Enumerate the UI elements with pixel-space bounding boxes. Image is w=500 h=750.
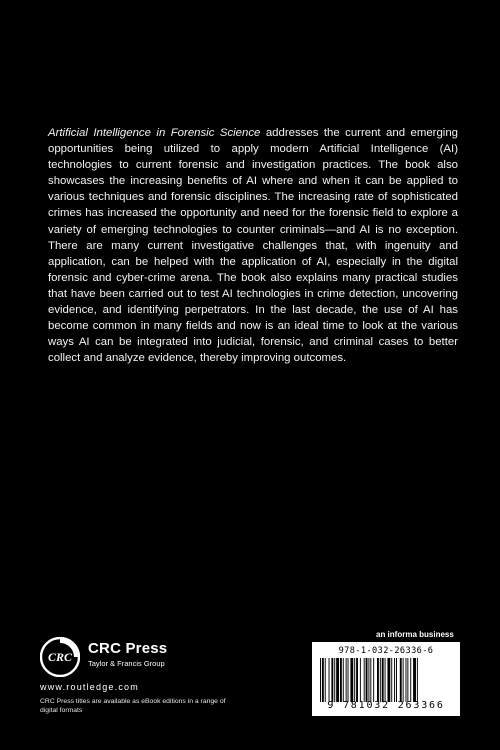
blurb-body: addresses the current and emerging opportunities being utilized to apply modern Artificial Intelligence (AI) technologies to current forensic and investigation practices. The book also showcases the increasing benefits of AI where and when it can be applied to various techniques and forensic disciplines. The increasing rate of sophisticated crimes has increased the opportunity and need for the forensic field to explore a variety of emerging technologies to counter criminals—and AI is no exception. There are many current investigative challenges that, with ingenuity and application, can be helped with the application of AI, especially in the digital forensic and cyber-crime arena. The book also explains many practical studies that have been carried out to test AI technologies in crime detection, uncovering evidence, and identifying perpetrators. In the last decade, the use of AI has become common in many fields and now is an ideal time to look at the various ways AI can be integrated into judicial, forensic, and criminal cases to better collect and analyze evidence, thereby improving outcomes. bbox=[48, 127, 458, 365]
barcode-bars bbox=[320, 658, 454, 702]
book-title: Artificial Intelligence in Forensic Science bbox=[48, 127, 261, 139]
isbn-hyphenated: 978-1-032-26336-6 bbox=[338, 646, 434, 656]
isbn-digits: 9 781032 263366 bbox=[327, 700, 445, 711]
logo-text: CRC bbox=[47, 650, 73, 664]
publisher-block bbox=[40, 637, 270, 714]
back-cover-blurb bbox=[48, 125, 458, 366]
publisher-name: CRC Press bbox=[88, 640, 168, 657]
ebook-note: CRC Press titles are available as eBook editions in a range of digital formats bbox=[40, 698, 226, 714]
informa-tagline: an informa business bbox=[376, 630, 454, 639]
publisher-group: Taylor & Francis Group bbox=[88, 659, 165, 668]
crc-press-logo-icon bbox=[40, 637, 80, 677]
isbn-barcode bbox=[312, 642, 460, 716]
publisher-website: www.routledge.com bbox=[40, 682, 139, 692]
